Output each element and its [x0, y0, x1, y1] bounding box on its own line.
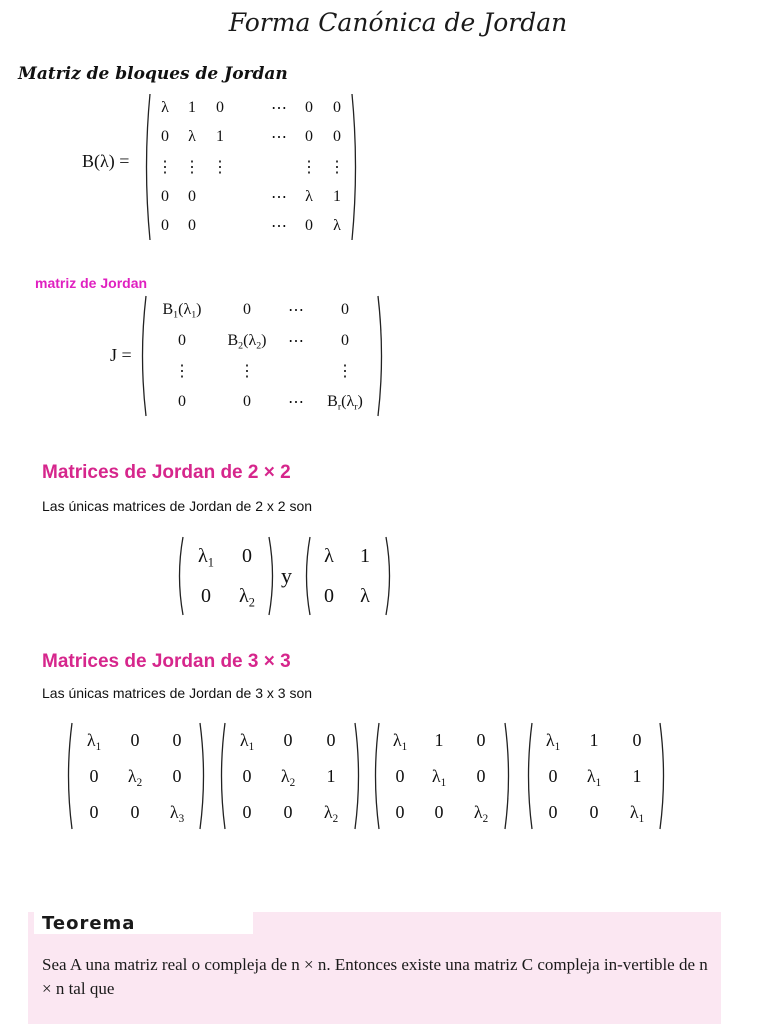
matrix-cell: $B_2(\lambda_2)$	[227, 331, 267, 352]
right-parenthesis	[350, 93, 360, 241]
matrix-cell: ⋮	[157, 158, 173, 176]
matrix-cell: 1	[632, 765, 642, 786]
matrix-cell: $\lambda_1$	[629, 801, 645, 825]
matrix-cell: 0	[89, 801, 99, 822]
matrix-cell: λ	[324, 544, 334, 567]
matrix-cell: ⋮	[174, 363, 190, 381]
matrix-cell: $\lambda_1$	[392, 729, 408, 753]
two-by-two-matrix-2	[302, 536, 394, 616]
block-matrix	[142, 93, 360, 241]
matrix-body	[148, 295, 376, 417]
two-by-two-heading: Matrices de Jordan de 2 × 2	[42, 462, 291, 483]
three-by-three-text: Las únicas matrices de Jordan de 3 x 3 son	[42, 685, 313, 701]
matrix-cell: 0	[326, 729, 336, 750]
matrix-cell: $\lambda_1$	[545, 729, 561, 753]
matrix-cell: λ	[188, 128, 196, 146]
jordan-matrix-lhs: J =	[110, 345, 132, 365]
matrix-cell: $\lambda_3$	[169, 801, 185, 825]
matrix-body	[185, 536, 267, 616]
matrix-cell: $\lambda_1$	[198, 544, 214, 569]
right-parenthesis	[658, 722, 668, 830]
three-by-three-heading: Matrices de Jordan de 3 × 3	[42, 651, 291, 672]
matrix-cell: $B_r(\lambda_r)$	[327, 392, 363, 413]
matrix-cell: 0	[333, 98, 341, 116]
matrix-cell: 0	[161, 217, 169, 235]
right-parenthesis	[198, 722, 208, 830]
theorem-title: Teorema	[42, 913, 136, 934]
three-by-three-matrix-2	[217, 722, 363, 830]
two-by-two-matrix-1	[175, 536, 277, 616]
matrix-cell: ⋯	[288, 393, 304, 411]
matrix-cell: 0	[243, 392, 251, 410]
matrix-cell: 0	[589, 801, 599, 822]
matrix-cell: 0	[178, 392, 186, 410]
three-by-three-matrix-4	[524, 722, 668, 830]
right-parenthesis	[353, 722, 363, 830]
matrix-cell: 0	[283, 729, 293, 750]
jordan-matrix	[138, 295, 386, 417]
left-parenthesis	[302, 536, 312, 616]
block-matrix-heading: Matriz de bloques de Jordan	[18, 64, 288, 84]
matrix-body	[227, 722, 353, 830]
matrix-body	[381, 722, 503, 830]
matrix-cell: 0	[201, 584, 211, 607]
right-parenthesis	[503, 722, 513, 830]
matrix-cell: 1	[216, 128, 224, 146]
matrix-cell: ⋯	[271, 129, 287, 147]
matrix-cell: ⋯	[288, 302, 304, 320]
matrix-cell: ⋮	[239, 363, 255, 381]
matrix-cell: 0	[341, 331, 349, 349]
jordan-matrix-heading: matriz de Jordan	[35, 275, 148, 291]
matrix-cell: $\lambda_1$	[431, 765, 447, 789]
matrix-cell: $\lambda_2$	[323, 801, 339, 825]
matrix-cell: 0	[305, 98, 313, 116]
matrix-cell: 0	[476, 765, 486, 786]
matrix-cell: 1	[326, 765, 336, 786]
right-parenthesis	[267, 536, 277, 616]
matrix-cell: 0	[283, 801, 293, 822]
matrix-cell: λ	[161, 98, 169, 116]
matrix-cell: ⋮	[184, 158, 200, 176]
matrix-cell: ⋮	[301, 158, 317, 176]
matrix-cell: 0	[333, 128, 341, 146]
matrix-cell: 1	[589, 729, 599, 750]
matrix-cell: 0	[130, 729, 140, 750]
matrix-cell: 0	[188, 187, 196, 205]
matrix-cell: λ	[333, 217, 341, 235]
left-parenthesis	[64, 722, 74, 830]
matrix-body	[74, 722, 198, 830]
matrix-cell: 0	[130, 801, 140, 822]
matrix-cell: 0	[89, 765, 99, 786]
matrix-cell: $\lambda_1$	[86, 729, 102, 753]
matrix-cell: 0	[305, 128, 313, 146]
matrix-cell: 0	[632, 729, 642, 750]
page-title: Forma Canónica de Jordan	[228, 8, 568, 37]
matrix-cell: λ	[360, 584, 370, 607]
matrix-cell: 1	[434, 729, 444, 750]
left-parenthesis	[217, 722, 227, 830]
matrix-cell: ⋯	[288, 332, 304, 350]
matrix-cell: ⋯	[271, 218, 287, 236]
matrix-cell: 0	[324, 584, 334, 607]
two-by-two-connector: y	[281, 563, 292, 588]
matrix-cell: 0	[172, 729, 182, 750]
matrix-cell: ⋮	[329, 158, 345, 176]
matrix-cell: 1	[188, 98, 196, 116]
matrix-body	[312, 536, 384, 616]
left-parenthesis	[175, 536, 185, 616]
matrix-cell: 1	[333, 187, 341, 205]
matrix-cell: $\lambda_2$	[239, 584, 255, 609]
matrix-cell: ⋮	[337, 363, 353, 381]
two-by-two-text: Las únicas matrices de Jordan de 2 x 2 son	[42, 498, 313, 514]
matrix-cell: 0	[434, 801, 444, 822]
matrix-body	[152, 93, 350, 241]
matrix-cell: 0	[242, 544, 252, 567]
matrix-cell: 0	[161, 187, 169, 205]
three-by-three-matrix-1	[64, 722, 208, 830]
three-by-three-matrix-3	[371, 722, 513, 830]
block-matrix-lhs: B(λ) =	[82, 151, 130, 171]
matrix-cell: 0	[548, 765, 558, 786]
left-parenthesis	[142, 93, 152, 241]
matrix-cell: $B_1(\lambda_1)$	[162, 301, 202, 321]
matrix-cell: 0	[242, 801, 252, 822]
matrix-cell: 0	[243, 301, 251, 319]
matrix-cell: $\lambda_1$	[239, 729, 255, 753]
matrix-cell: 0	[305, 217, 313, 235]
matrix-cell: $\lambda_1$	[586, 765, 602, 789]
right-parenthesis	[384, 536, 394, 616]
matrix-cell: $\lambda_2$	[127, 765, 143, 789]
matrix-cell: 0	[178, 331, 186, 349]
matrix-cell: 0	[476, 729, 486, 750]
matrix-cell: 1	[360, 544, 370, 567]
matrix-cell: 0	[395, 765, 405, 786]
matrix-cell: ⋯	[271, 99, 287, 117]
theorem-text: Sea A una matriz real o compleja de n × n. Entonces existe una matriz C compleja in-vertible de n × n tal que	[42, 955, 708, 998]
matrix-cell: 0	[341, 301, 349, 319]
matrix-cell: 0	[548, 801, 558, 822]
matrix-cell: 0	[395, 801, 405, 822]
right-parenthesis	[376, 295, 386, 417]
matrix-cell: 0	[172, 765, 182, 786]
left-parenthesis	[371, 722, 381, 830]
matrix-cell: 0	[216, 98, 224, 116]
left-parenthesis	[524, 722, 534, 830]
matrix-cell: 0	[161, 128, 169, 146]
matrix-cell: $\lambda_2$	[473, 801, 489, 825]
matrix-cell: 0	[242, 765, 252, 786]
matrix-cell: $\lambda_2$	[280, 765, 296, 789]
left-parenthesis	[138, 295, 148, 417]
matrix-cell: ⋮	[212, 158, 228, 176]
matrix-cell: λ	[305, 187, 313, 205]
matrix-body	[534, 722, 658, 830]
matrix-cell: 0	[188, 217, 196, 235]
matrix-cell: ⋯	[271, 188, 287, 206]
